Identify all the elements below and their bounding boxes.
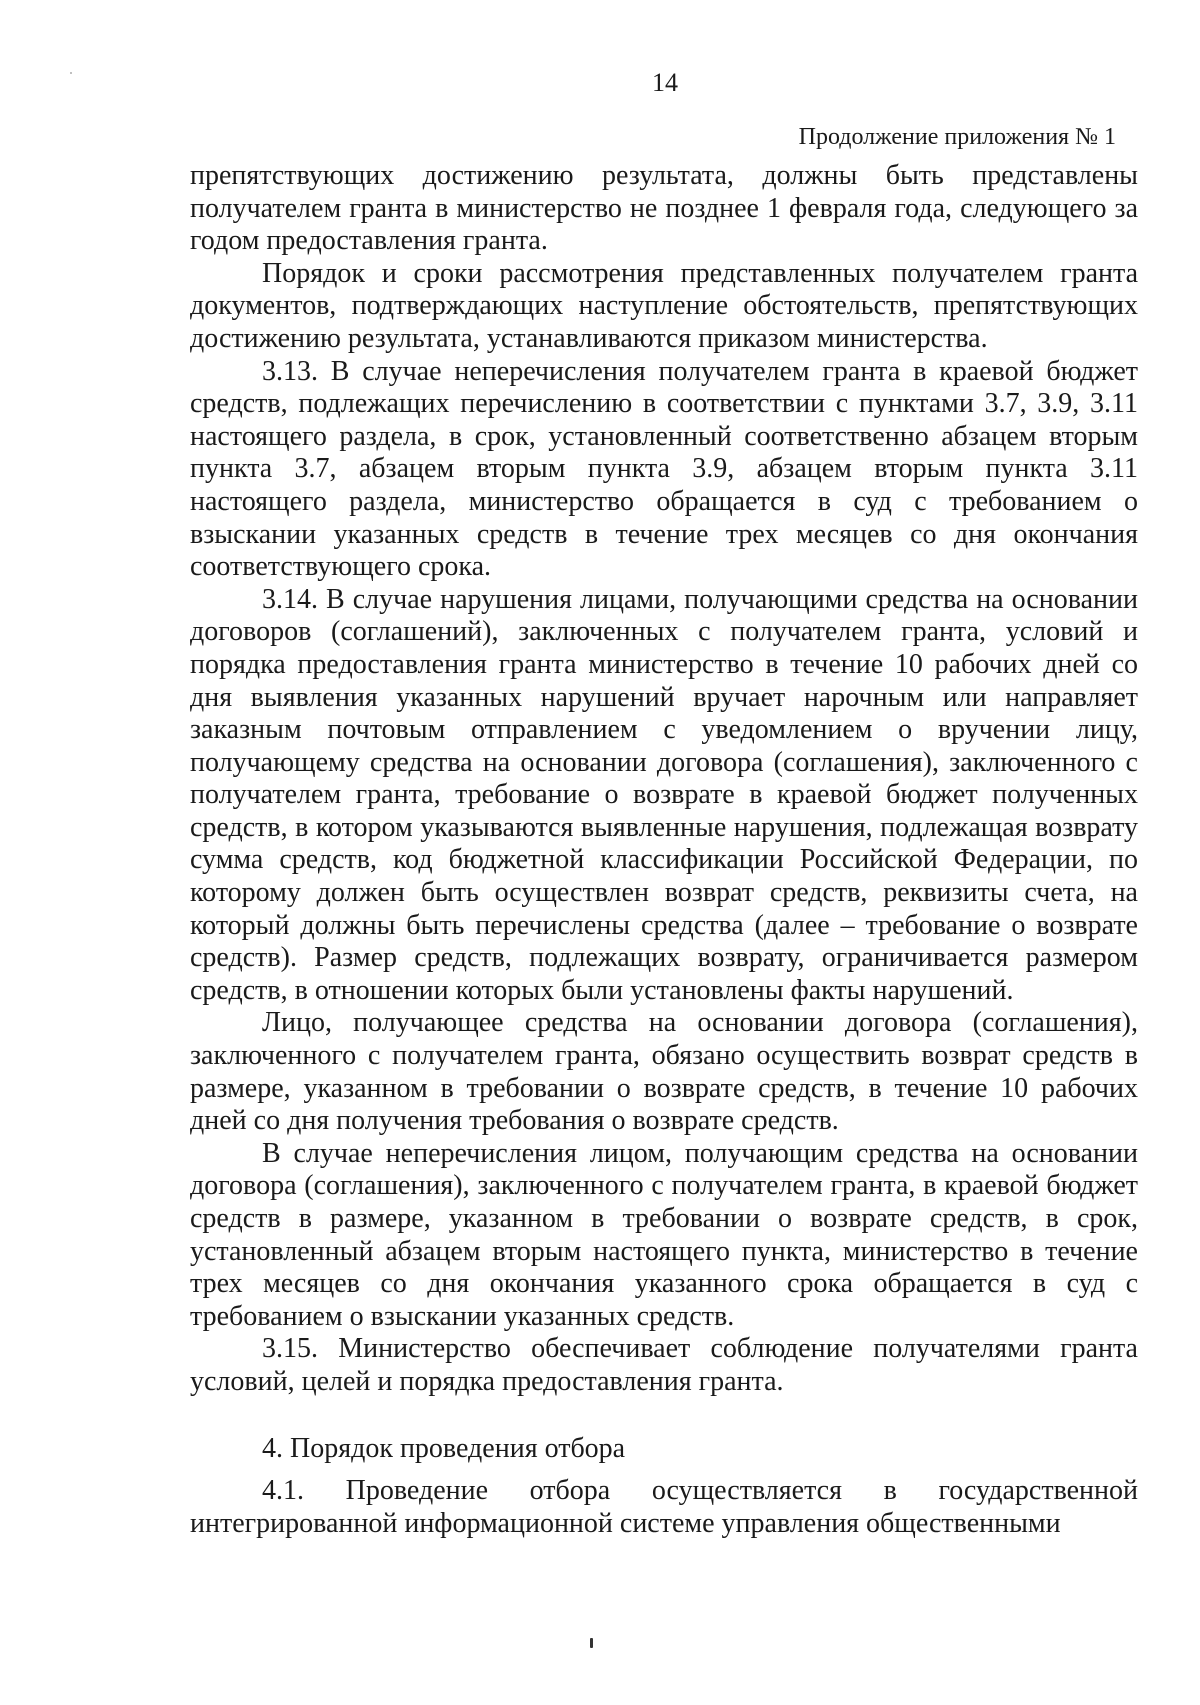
- paragraph-4-1: 4.1. Проведение отбора осуществляется в государственной интегрированной информационной системе управления общественными: [190, 1475, 1138, 1539]
- section-heading: 4. Порядок проведения отбора: [262, 1432, 626, 1464]
- paragraph-refund-obligation: Лицо, получающее средства на основании договора (соглашения), заключенного с получателем гранта, обязано осуществить возврат средств в размере, указанном в требовании о возврате средств, в течение 10 рабочих дней со дня получения требования о возврате средств.: [190, 1007, 1138, 1137]
- paragraph-continued: препятствующих достижению результата, должны быть представлены получателем гранта в министерство не позднее 1 февраля года, следующего за годом предоставления гранта.: [190, 160, 1138, 257]
- scan-speck: [590, 1638, 593, 1648]
- paragraph-3-15: 3.15. Министерство обеспечивает соблюдение получателями гранта условий, целей и порядка предоставления гранта.: [190, 1333, 1138, 1397]
- scan-speck: [70, 72, 72, 74]
- paragraph-review-procedure: Порядок и сроки рассмотрения представленных получателем гранта документов, подтверждающих наступление обстоятельств, препятствующих достижению результата, устанавливаются приказом министерства.: [190, 257, 1138, 354]
- page-number: 14: [652, 68, 678, 97]
- paragraph-court-recovery: В случае неперечисления лицом, получающим средства на основании договора (соглашения), заключенного с получателем гранта, в краевой бюджет средств в размере, указанном в требовании о возврате средств, в срок, установленный абзацем вторым настоящего пункта, министерство в течение трех месяцев со дня окончания указанного срока обращается в суд с требованием о взыскании указанных средств.: [190, 1137, 1138, 1332]
- appendix-continuation-label: Продолжение приложения № 1: [798, 124, 1116, 150]
- document-body: [190, 160, 1138, 1540]
- paragraph-3-13: 3.13. В случае неперечисления получателем гранта в краевой бюджет средств, подлежащих перечислению в соответствии с пунктами 3.7, 3.9, 3.11 настоящего раздела, в срок, установленный соответственно абзацем вторым пункта 3.7, абзацем вторым пункта 3.9, абзацем вторым пункта 3.11 настоящего раздела, министерство обращается в суд с требованием о взыскании указанных средств в течение трех месяцев со дня окончания соответствующего срока.: [190, 355, 1138, 583]
- paragraph-3-14: 3.14. В случае нарушения лицами, получающими средства на основании договоров (соглашений), заключенных с получателем гранта, условий и порядка предоставления гранта министерство в течение 10 рабочих дней со дня выявления указанных нарушений вручает нарочным или направляет заказным почтовым отправлением с уведомлением о вручении лицу, получающему средства на основании договора (соглашения), заключенного с получателем гранта, требование о возврате в краевой бюджет полученных средств, в котором указываются выявленные нарушения, подлежащая возврату сумма средств, код бюджетной классификации Российской Федерации, по которому должен быть осуществлен возврат средств, реквизиты счета, на который должны быть перечислены средства (далее – требование о возврате средств). Размер средств, подлежащих возврату, ограничивается размером средств, в отношении которых были установлены факты нарушений.: [190, 583, 1138, 1006]
